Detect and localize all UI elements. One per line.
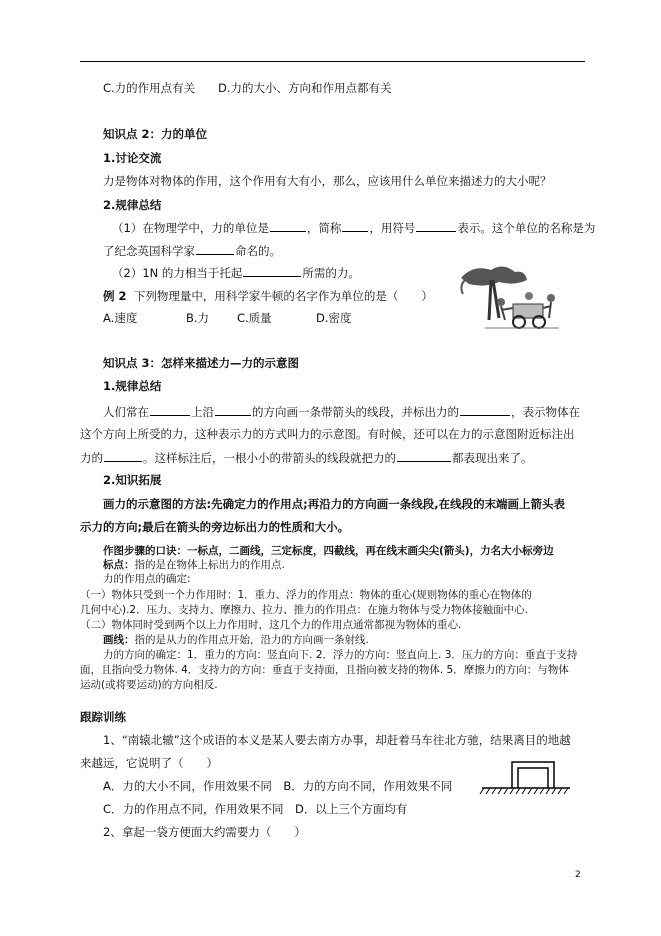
heading-practice: 跟踪训练 <box>80 710 126 724</box>
text: 。这样标注后，一根小小的带箭头的线段就把力的 <box>143 451 396 465</box>
option-c: C.力的作用点有关 <box>103 81 196 95</box>
note-line <box>103 558 285 572</box>
text: （2）1N 的力相当于托起 <box>112 266 243 280</box>
choice-b: B.力 <box>186 311 210 325</box>
text: （1）在物理学中，力的单位是 <box>112 221 269 235</box>
fill-in-line <box>112 220 595 235</box>
text: 表示。这个单位的名称是为 <box>457 221 596 235</box>
header-rule <box>80 61 585 62</box>
note-line: 力的作用点的确定: <box>103 573 191 585</box>
question-1: 1、“南辕北辙”这个成语的本义是某人要去南方办事，却赶着马车往北方驰，结果离目的地越 <box>103 733 571 747</box>
page-number: 2 <box>575 870 581 880</box>
text: 命名的。 <box>235 244 281 258</box>
subheading-summary-2: 1.规律总结 <box>103 379 162 393</box>
choice-d: D.密度 <box>316 311 352 325</box>
note-line: （一）物体只受到一个力作用时：1．重力、浮力的作用点：物体的重心(规则物体的重心在物体的 <box>80 589 532 601</box>
fill-in-line <box>103 404 580 419</box>
fill-in-line <box>80 450 533 465</box>
blank <box>215 404 251 416</box>
text: 指的是在物体上标出力的作用点. <box>134 559 285 571</box>
pushing-cart-illustration <box>455 260 565 340</box>
text: 人们常在 <box>103 405 149 419</box>
fill-in-line <box>103 243 281 258</box>
blank <box>150 404 190 416</box>
blank <box>196 243 234 255</box>
example-label: 例 2 <box>103 289 127 303</box>
option-d: D.力的大小、方向和作用点都有关 <box>218 81 392 95</box>
blank <box>416 220 456 232</box>
note-line: 面，且指向受力物体. 4．支持力的方向：垂直于支持面，且指向被支持的物体. 5．摩擦力的方向：与物体 <box>80 664 569 676</box>
note-line: 力的方向的确定：1．重力的方向：竖直向下. 2．浮力的方向：竖直向上. 3．压力的方向：垂直于支持 <box>103 649 578 661</box>
text: 力的 <box>80 451 103 465</box>
heading-knowledge-3: 知识点 3：怎样来描述力—力的示意图 <box>103 356 300 370</box>
blank <box>270 220 306 232</box>
text: 下列物理量中，用科学家牛顿的名字作为单位的是（ ） <box>133 289 433 303</box>
note-line: 几何中心).2．压力、支持力、摩擦力、拉力、推力的作用点：在施力物体与受力物体接触面中心. <box>80 604 528 616</box>
text: 上沿 <box>191 405 214 419</box>
text: 了纪念英国科学家 <box>103 244 195 258</box>
text: 指的是从力的作用点开始，沿力的方向画一条射线. <box>134 634 369 646</box>
paragraph: 力是物体对物体的作用，这个作用有大有小，那么，应该用什么单位来描述力的大小呢？ <box>103 174 552 188</box>
blank <box>104 450 142 462</box>
text: ，表示物体在 <box>511 405 580 419</box>
fill-in-line <box>112 265 360 280</box>
text: ，简称 <box>306 221 342 235</box>
heading-knowledge-2: 知识点 2：力的单位 <box>103 127 208 141</box>
bold-paragraph: 画力的示意图的方法:先确定力的作用点;再沿力的方向画一条线段,在线段的末端画上箭头表 <box>103 497 566 511</box>
example-question <box>103 289 433 303</box>
choice-c: C.质量 <box>237 311 272 325</box>
choice-a: A.速度 <box>103 311 138 325</box>
subheading-summary: 2.规律总结 <box>103 198 162 212</box>
text: 都表现出来了。 <box>452 451 533 465</box>
question-1-options-ab: A．力的大小不同，作用效果不同 B．力的方向不同，作用效果不同 <box>103 779 453 793</box>
subheading-discussion: 1.讨论交流 <box>103 151 162 165</box>
question-1-cont: 来越远，它说明了（ ） <box>80 756 218 770</box>
text: 的方向画一条带箭头的线段，并标出力的 <box>252 405 459 419</box>
note-line: 运动(或将要运动)的方向相反. <box>80 679 218 691</box>
subheading-extension: 2.知识拓展 <box>103 473 162 487</box>
label: 画线： <box>103 634 135 646</box>
text: ，用符号 <box>369 221 416 235</box>
label: 标点： <box>103 559 135 571</box>
blank <box>342 220 368 232</box>
note-line: （二）物体同时受到两个以上力作用时，这几个力的作用点通常都视为物体的重心. <box>80 619 462 631</box>
blank <box>397 450 451 462</box>
table-on-ground-diagram <box>478 754 574 800</box>
paragraph: 这个方向上所受的力，这种表示力的方式叫力的示意图。有时候，还可以在力的示意图附近标注出 <box>80 427 575 441</box>
text: 所需的力。 <box>302 266 360 280</box>
blank <box>460 404 510 416</box>
bold-paragraph: 示力的方向;最后在箭头的旁边标出力的性质和大小。 <box>80 520 350 534</box>
mnemonic: 作图步骤的口诀：一标点，二画线，三定标度，四截线，再在线末画尖尖(箭头)，力名大小标旁边 <box>103 545 554 557</box>
question-1-options-cd: C．力的作用点不同，作用效果不同 D．以上三个方面均有 <box>103 802 408 816</box>
note-line <box>103 633 369 647</box>
blank <box>243 265 301 277</box>
question-2: 2、拿起一袋方便面大约需要力（ ） <box>103 825 306 839</box>
